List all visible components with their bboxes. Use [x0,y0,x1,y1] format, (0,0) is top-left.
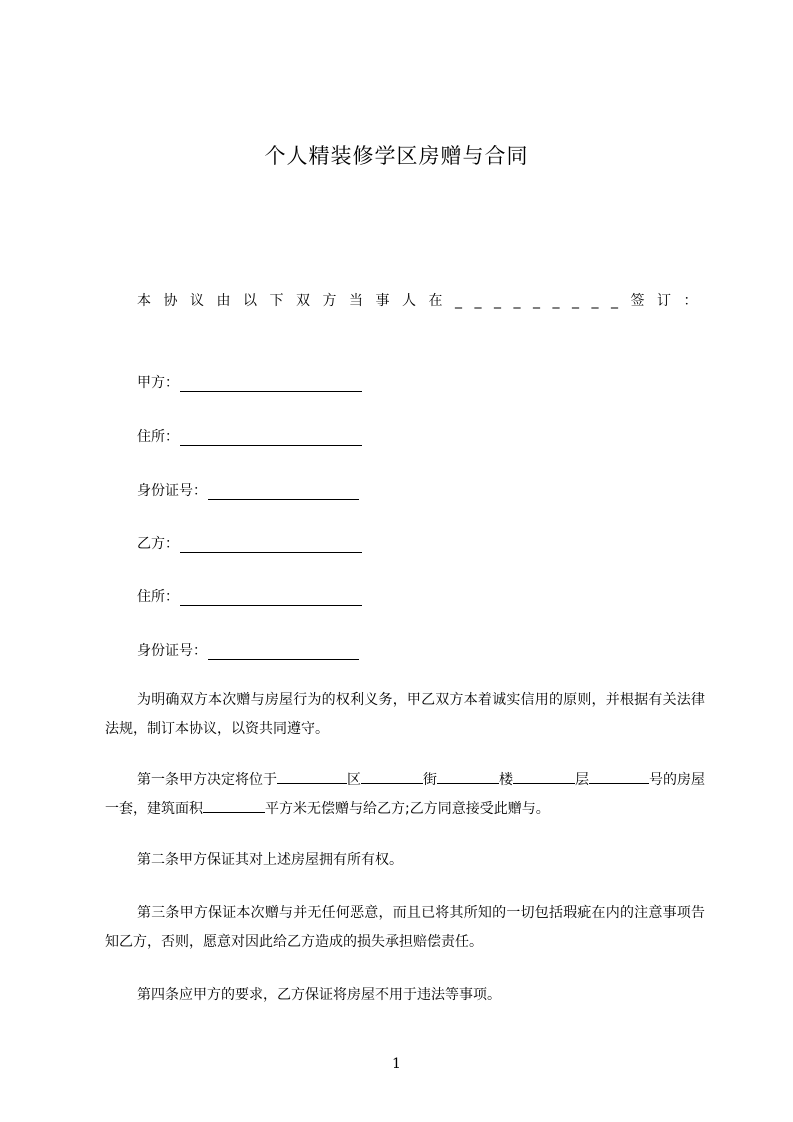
party-a-id-field [137,480,359,500]
party-a-blank [180,375,362,392]
article-1-part-3: 街 [423,772,437,788]
article-1-part-4: 楼 [499,772,513,788]
agreement-suffix: 签订： [630,293,710,309]
unit-blank-b [627,769,649,784]
party-a-id-blank [208,483,359,500]
party-a-id-label: 身份证号： [137,483,207,499]
article-1-part-2: 区 [347,772,361,788]
contract-title: 个人精装修学区房赠与合同 [264,144,529,168]
party-b-address-field [137,586,362,606]
party-b-label: 乙方： [137,536,179,552]
article-3-paragraph: 第三条甲方保证本次赠与并无任何恶意，而且已将其所知的一切包括瑕疵在内的注意事项告知乙方，否则，愿意对因此给乙方造成的损失承担赔偿责任。 [105,905,705,950]
article-2-paragraph: 第二条甲方保证其对上述房屋拥有所有权。 [137,852,403,868]
party-b-id-blank [208,643,359,660]
party-b-address-blank [180,589,362,606]
party-b-id-label: 身份证号： [137,643,207,659]
unit-blank-a [589,769,627,784]
party-b-address-label: 住所： [137,589,179,605]
building-blank [437,769,499,784]
district-blank [277,769,347,784]
article-1-part-1: 第一条甲方决定将位于 [137,772,277,788]
street-blank [361,769,423,784]
article-1-part-6: 号的房屋一套，建筑面积 [105,772,705,817]
party-b-field [137,533,362,553]
purpose-paragraph: 为明确双方本次赠与房屋行为的权利义务，甲乙双方本着诚实信用的原则，并根据有关法律法规，制订本协议，以资共同遵守。 [105,692,705,737]
party-b-id-field [137,640,359,660]
article-1-paragraph [105,766,705,824]
party-a-address-label: 住所： [137,429,179,445]
article-1-part-7: 平方米无偿赠与给乙方;乙方同意接受此赠与。 [265,801,550,817]
area-blank [203,798,265,813]
party-a-field [137,372,362,392]
party-a-label: 甲方： [137,375,179,391]
article-4-paragraph: 第四条应甲方的要求，乙方保证将房屋不用于违法等事项。 [137,987,501,1003]
party-a-address-field [137,426,362,446]
agreement-blank: _________ [455,293,631,309]
agreement-prefix: 本协议由以下双方当事人在 [137,293,455,309]
floor-blank [513,769,575,784]
party-a-address-blank [180,429,362,446]
page-number: 1 [392,1056,401,1072]
party-b-blank [180,536,362,553]
agreement-intro [137,290,710,310]
article-1-part-5: 层 [575,772,589,788]
